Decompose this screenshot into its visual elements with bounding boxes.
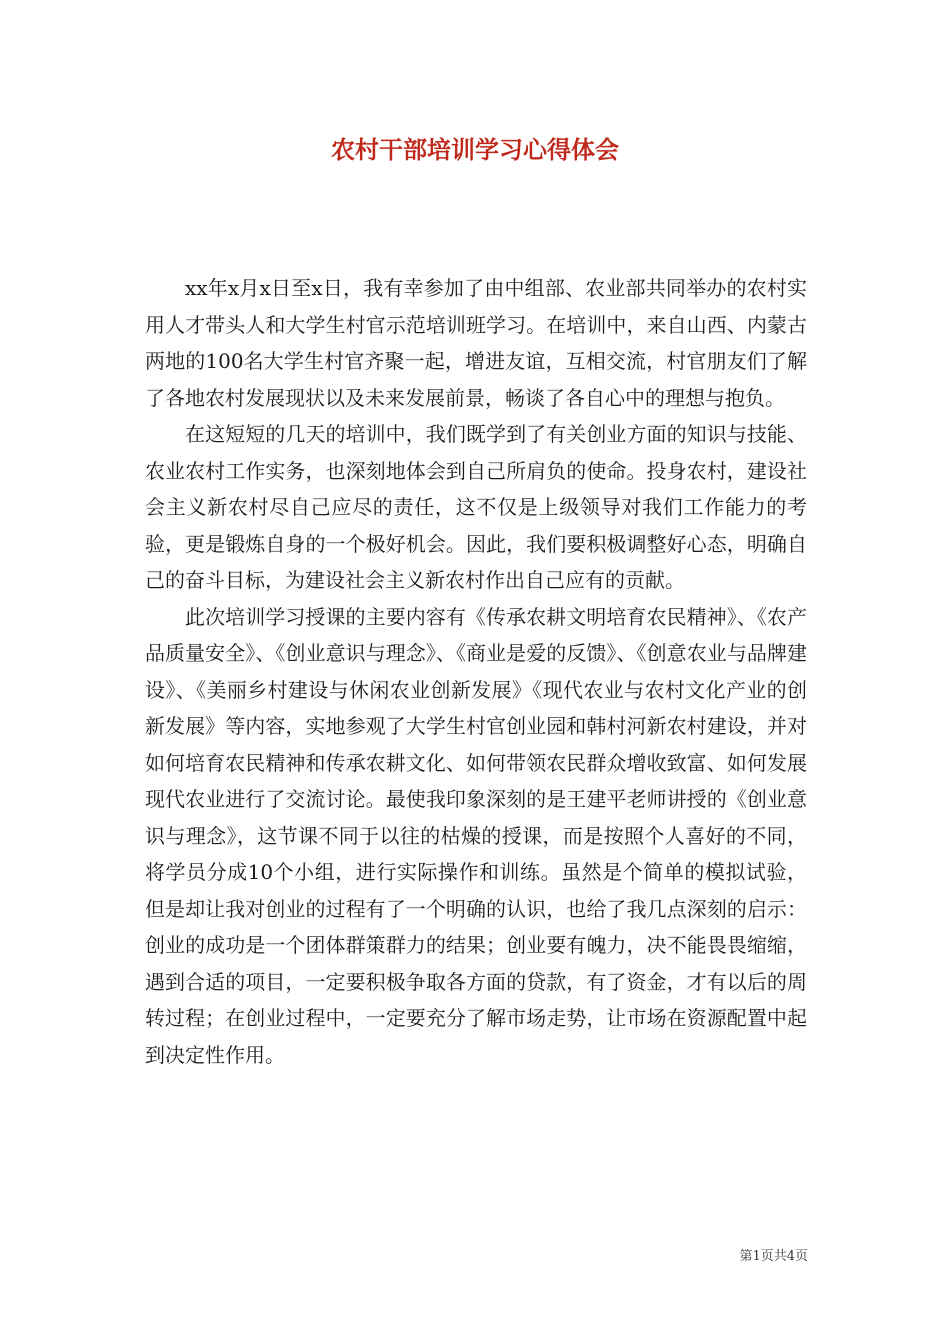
document-body xyxy=(145,270,807,1073)
page-number: 第1页共4页 xyxy=(739,1249,808,1264)
paragraph-2: 在这短短的几天的培训中，我们既学到了有关创业方面的知识与技能、农业农村工作实务，也深刻地体会到自己所肩负的使命。投身农村，建设社会主义新农村尽自己应尽的责任，这不仅是上级领导对我们工作能力的考验，更是锻炼自身的一个极好机会。因此，我们要积极调整好心态，明确自己的奋斗目标，为建设社会主义新农村作出自己应有的贡献。 xyxy=(145,422,807,592)
document-title: 农村干部培训学习心得体会 xyxy=(331,135,619,164)
paragraph-3: 此次培训学习授课的主要内容有《传承农耕文明培育农民精神》、《农产品质量安全》、《创业意识与理念》、《商业是爱的反馈》、《创意农业与品牌建设》、《美丽乡村建设与休闲农业创新发展》《现代农业与农村文化产业的创新发展》等内容，实地参观了大学生村官创业园和韩村河新农村建设，并对如何培育农民精神和传承农耕文化、如何带领农民群众增收致富、如何发展现代农业进行了交流讨论。最使我印象深刻的是王建平老师讲授的《创业意识与理念》，这节课不同于以往的枯燥的授课，而是按照个人喜好的不同，将学员分成10个小组，进行实际操作和训练。虽然是个简单的模拟试验，但是却让我对创业的过程有了一个明确的认识，也给了我几点深刻的启示：创业的成功是一个团体群策群力的结果；创业要有魄力，决不能畏畏缩缩，遇到合适的项目，一定要积极争取各方面的贷款，有了资金，才有以后的周转过程；在创业过程中，一定要充分了解市场走势，让市场在资源配置中起到决定性作用。 xyxy=(145,604,807,1067)
paragraph-1: xx年x月x日至x日，我有幸参加了由中组部、农业部共同举办的农村实用人才带头人和大学生村官示范培训班学习。在培训中，来自山西、内蒙古两地的100名大学生村官齐聚一起，增进友谊，互相交流，村官朋友们了解了各地农村发展现状以及未来发展前景，畅谈了各自心中的理想与抱负。 xyxy=(145,276,807,410)
